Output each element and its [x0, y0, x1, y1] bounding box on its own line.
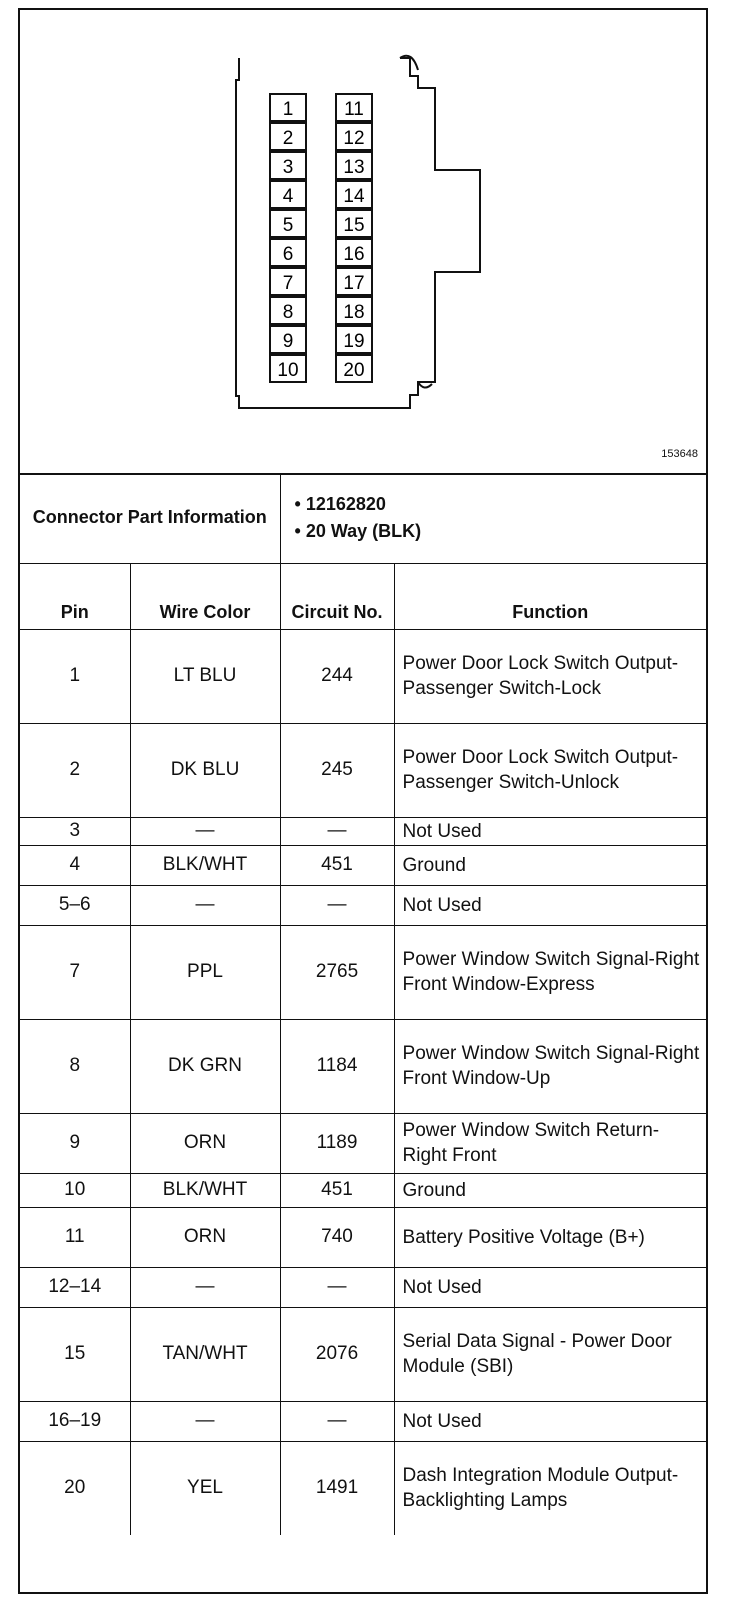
connector-info-values: [280, 473, 706, 563]
pin-number: 14: [343, 186, 365, 207]
pin-cell: 7: [20, 925, 130, 1019]
table-row: [20, 629, 706, 723]
table-row: [20, 1401, 706, 1441]
pin-number: 2: [282, 128, 294, 149]
circuit-cell: 451: [280, 1173, 394, 1207]
connector-figure: [20, 10, 706, 475]
function-cell: Power Door Lock Switch Output-Passenger Switch-Unlock: [394, 723, 706, 817]
table-row: [20, 1173, 706, 1207]
table-row: [20, 885, 706, 925]
circuit-cell: 244: [280, 629, 394, 723]
pin-number: 16: [343, 244, 365, 265]
function-cell: Battery Positive Voltage (B+): [394, 1207, 706, 1267]
wire-color-cell: —: [130, 885, 280, 925]
table-row: [20, 1307, 706, 1401]
table-row: [20, 1441, 706, 1535]
connector-document: [18, 8, 708, 1594]
wire-color-cell: DK GRN: [130, 1019, 280, 1113]
wire-color-cell: —: [130, 817, 280, 845]
table-row: [20, 925, 706, 1019]
table-row: [20, 1019, 706, 1113]
function-cell: Serial Data Signal - Power Door Module (SBI): [394, 1307, 706, 1401]
header-pin: Pin: [20, 563, 130, 629]
header-wire-color: Wire Color: [130, 563, 280, 629]
pin-cell: 20: [20, 1441, 130, 1535]
pin-cell: 12–14: [20, 1267, 130, 1307]
pin-number: 9: [282, 331, 294, 352]
function-cell: Power Window Switch Signal-Right Front Window-Express: [394, 925, 706, 1019]
wire-color-cell: LT BLU: [130, 629, 280, 723]
pin-number: 7: [282, 273, 294, 294]
pinout-table: [20, 473, 706, 1535]
pin-cell: 9: [20, 1113, 130, 1173]
table-row: [20, 1267, 706, 1307]
circuit-cell: 1189: [280, 1113, 394, 1173]
pin-number: 5: [282, 215, 294, 236]
function-cell: Power Window Switch Signal-Right Front Window-Up: [394, 1019, 706, 1113]
connector-outline-drawing: [20, 10, 706, 473]
function-cell: Not Used: [394, 885, 706, 925]
pin-number: 10: [277, 360, 299, 381]
pin-number: 15: [343, 215, 365, 236]
pin-number: 19: [343, 331, 365, 352]
pin-number: 4: [282, 186, 294, 207]
function-cell: Not Used: [394, 817, 706, 845]
wire-color-cell: —: [130, 1401, 280, 1441]
figure-code: 153648: [661, 448, 698, 460]
circuit-cell: 740: [280, 1207, 394, 1267]
pin-cell: 10: [20, 1173, 130, 1207]
circuit-cell: 245: [280, 723, 394, 817]
wire-color-cell: TAN/WHT: [130, 1307, 280, 1401]
wire-color-cell: DK BLU: [130, 723, 280, 817]
circuit-cell: —: [280, 885, 394, 925]
circuit-cell: 1491: [280, 1441, 394, 1535]
circuit-cell: 1184: [280, 1019, 394, 1113]
pin-number: 1: [282, 99, 294, 120]
function-cell: Power Door Lock Switch Output-Passenger Switch-Lock: [394, 629, 706, 723]
pin-cell: 15: [20, 1307, 130, 1401]
pin-cell: 11: [20, 1207, 130, 1267]
pin-number: 12: [343, 128, 365, 149]
pin-cell: 3: [20, 817, 130, 845]
wire-color-cell: BLK/WHT: [130, 1173, 280, 1207]
pin-number: 20: [343, 360, 365, 381]
connector-part-number: • 12162820: [294, 493, 386, 514]
function-cell: Ground: [394, 845, 706, 885]
pin-number: 3: [282, 157, 294, 178]
pin-cell: 8: [20, 1019, 130, 1113]
pin-cell: 16–19: [20, 1401, 130, 1441]
circuit-cell: 2076: [280, 1307, 394, 1401]
function-cell: Ground: [394, 1173, 706, 1207]
table-row: [20, 817, 706, 845]
function-cell: Power Window Switch Return-Right Front: [394, 1113, 706, 1173]
wire-color-cell: YEL: [130, 1441, 280, 1535]
wire-color-cell: ORN: [130, 1113, 280, 1173]
wire-color-cell: BLK/WHT: [130, 845, 280, 885]
circuit-cell: —: [280, 817, 394, 845]
header-function: Function: [394, 563, 706, 629]
pin-cell: 2: [20, 723, 130, 817]
pinout-rows: [20, 629, 706, 1535]
table-row: [20, 1207, 706, 1267]
pin-number: 13: [343, 157, 365, 178]
function-cell: Dash Integration Module Output-Backlighting Lamps: [394, 1441, 706, 1535]
wire-color-cell: —: [130, 1267, 280, 1307]
table-row: [20, 1113, 706, 1173]
pin-number: 8: [282, 302, 294, 323]
pin-cell: 4: [20, 845, 130, 885]
header-row: [20, 563, 706, 629]
connector-info-row: [20, 473, 706, 563]
function-cell: Not Used: [394, 1267, 706, 1307]
connector-info-label: Connector Part Information: [20, 473, 280, 563]
pin-number: 18: [343, 302, 365, 323]
wire-color-cell: PPL: [130, 925, 280, 1019]
pin-number: 17: [343, 273, 365, 294]
function-cell: Not Used: [394, 1401, 706, 1441]
connector-ways: • 20 Way (BLK): [294, 520, 422, 541]
pin-number: 11: [344, 99, 364, 120]
circuit-cell: 2765: [280, 925, 394, 1019]
pin-cell: 5–6: [20, 885, 130, 925]
table-row: [20, 723, 706, 817]
circuit-cell: —: [280, 1267, 394, 1307]
table-row: [20, 845, 706, 885]
pin-cell: 1: [20, 629, 130, 723]
pin-number: 6: [282, 244, 294, 265]
circuit-cell: —: [280, 1401, 394, 1441]
circuit-cell: 451: [280, 845, 394, 885]
wire-color-cell: ORN: [130, 1207, 280, 1267]
header-circuit-no: Circuit No.: [280, 563, 394, 629]
